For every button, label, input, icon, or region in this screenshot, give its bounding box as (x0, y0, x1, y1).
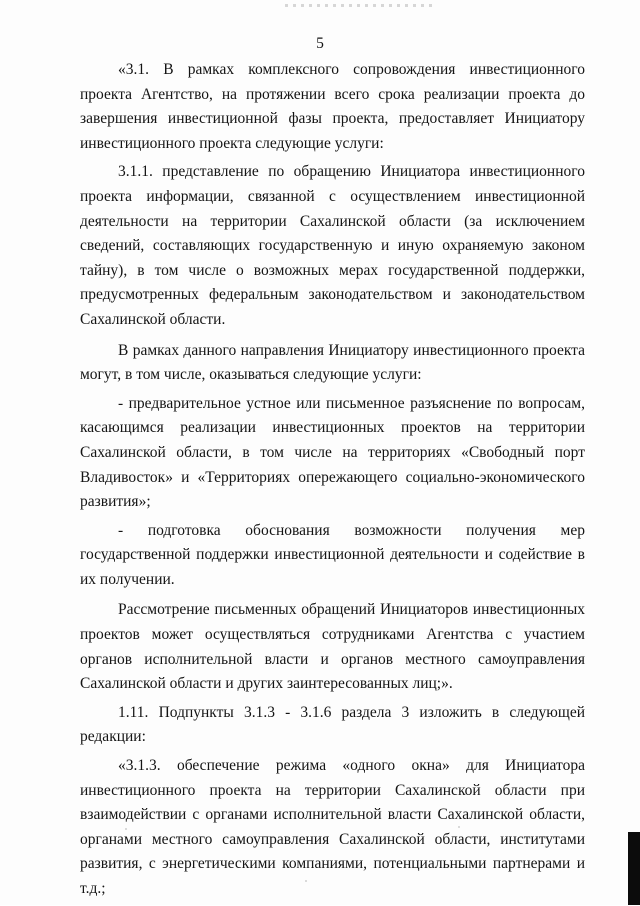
scan-speck (458, 826, 460, 828)
paragraph-1-11: 1.11. Подпункты 3.1.3 - 3.1.6 раздела 3 изложить в следующей редакции: (80, 703, 585, 746)
page-number: 5 (316, 35, 324, 52)
paragraph-bullet-justification: - подготовка обоснования возможности получения мер государственной поддержки инвестиционной деятельности и содействие в их получении. (80, 521, 585, 588)
paragraph-direction-intro: В рамках данного направления Инициатору инвестиционного проекта могут, в том числе, оказываться следующие услуги: (80, 341, 585, 384)
paragraph-written-appeals: Рассмотрение письменных обращений Инициаторов инвестиционных проектов может осуществляться сотрудниками Агентства с участием органов исполнительной власти и органов местного самоуправления Сахалинской области и других заинтересованных лиц;». (80, 601, 585, 693)
paragraph-bullet-explanation: - предварительное устное или письменное разъяснение по вопросам, касающимся реализации инвестиционных проектов на территории Сахалинской области, в том числе на территориях «Свободный порт Владивосток» и «Территориях опережающего социально-экономического развития»; (80, 394, 585, 511)
paragraph-3-1-1: 3.1.1. представление по обращению Инициатора инвестиционного проекта информации, связанной с осуществлением инвестиционной деятельности на территории Сахалинской области (за исключением сведений, составляющих государственную и иную охраняемую законом тайну), в том числе о возможных мерах государственной поддержки, предусмотренных федеральным законодательством и законодательством Сахалинской области. (80, 163, 585, 328)
document-body (80, 58, 585, 906)
scan-edge-mark (628, 832, 640, 905)
scan-artifact-top (285, 4, 435, 7)
paragraph-3-1-3: «3.1.3. обеспечение режима «одного окна» для Инициатора инвестиционного проекта на территории Сахалинской области при взаимодействии с органами исполнительной власти Сахалинской области, органами местного самоуправления Сахалинской области, институтами развития, с энергетическими компаниями, потенциальными партнерами и т.д.; (80, 757, 585, 897)
scan-speck (125, 828, 127, 830)
paragraph-3-1: «3.1. В рамках комплексного сопровождения инвестиционного проекта Агентство, на протяжении всего срока реализации проекта до завершения инвестиционной фазы проекта, предоставляет Инициатору инвестиционного проекта следующие услуги: (80, 61, 585, 152)
scan-speck (305, 880, 307, 882)
